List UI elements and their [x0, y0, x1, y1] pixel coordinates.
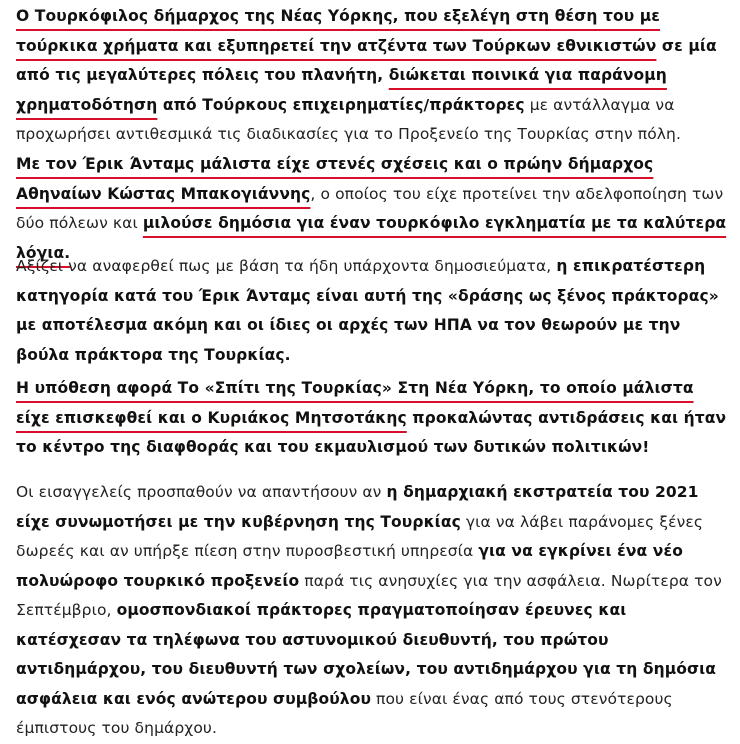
regular-text: που είναι ένας από τους στενότερους έμπιστους του δημάρχου.: [16, 689, 673, 737]
regular-text: παρά τις ανησυχίες για την ασφάλεια.: [299, 571, 611, 590]
regular-text: Νωρίτερα τον Σεπτέμβριο,: [16, 571, 722, 619]
bold-text: η δημαρχιακή εκστρατεία του 2021 είχε συνωμοτήσει με την κυβέρνηση της Τουρκίας: [16, 483, 699, 531]
paragraph-3: [16, 252, 728, 370]
paragraph-1: [16, 2, 728, 150]
regular-text: με αντάλλαγμα να προχωρήσει αντιθεσμικά τις διαδικασίες για το Προξενείο της Τουρκίας στην πόλη.: [16, 95, 681, 143]
regular-text: Αξίζει να αναφερθεί πως με βάση τα ήδη υπάρχοντα δημοσιεύματα,: [16, 257, 557, 275]
bold-text: προκαλώντας αντιδράσεις και ήταν το κέντρο της διαφθοράς και του εκμαυλισμού των δυτικών πολιτικών!: [16, 408, 727, 456]
paragraph-4: [16, 374, 728, 463]
regular-text: για να λάβει παράνομες ξένες δωρεές και αν υπήρξε πίεση στην πυροσβεστική υπηρεσία: [16, 512, 704, 560]
underlined-highlight: Ο Τουρκόφιλος δήμαρχος της Νέας Υόρκης, που εξελέγη στη θέση του με τούρκικα χρήματα και εξυπηρετεί την ατζέντα των Τούρκων εθνικιστών: [16, 7, 661, 55]
underlined-highlight: Με τον Έρικ Άνταμς μάλιστα είχε στενές σχέσεις και ο πρώην δήμαρχος Αθηναίων Κώστας Μπακογιάννης: [16, 155, 654, 203]
regular-text: Οι εισαγγελείς προσπαθούν να απαντήσουν αν: [16, 483, 387, 501]
underlined-highlight: διώκεται ποινικά για παράνομη χρηματοδότηση: [16, 66, 667, 114]
bold-text: από Τούρκους επιχειρηματίες/πράκτορες: [157, 95, 525, 114]
bold-text: σε μία από τις μεγαλύτερες πόλεις του πλανήτη,: [16, 36, 717, 84]
underlined-highlight: Η υπόθεση αφορά Το «Σπίτι της Τουρκίας» Στη Νέα Υόρκη, το οποίο μάλιστα είχε επισκεφθεί και ο Κυριάκος Μητσοτάκης: [16, 379, 694, 427]
paragraph-5: [16, 478, 728, 744]
regular-text: , ο οποίος του είχε προτείνει την αδελφοποίηση των δύο πόλεων και: [16, 184, 724, 232]
bold-text: ομοσπονδιακοί πράκτορες πραγματοποίησαν έρευνες και κατέσχεσαν τα τηλέφωνα του αστυνομικού διευθυντή, του πρώτου αντιδημάρχου, του διευθυντή των σχολείων, του αντιδημάρχου για τη δημόσια ασφάλεια και ενός ανώτερου συμβούλου: [16, 601, 717, 708]
bold-text: η επικρατέστερη κατηγορία κατά του Έρικ Άνταμς είναι αυτή της «δράσης ως ξένος πράκτορας» με αποτέλεσμα ακόμη και οι ίδιες οι αρχές των ΗΠΑ να τον θεωρούν με την βούλα πράκτορα της Τουρκίας.: [16, 257, 719, 364]
underlined-highlight: μιλούσε δημόσια για έναν τουρκόφιλο εγκληματία με τα καλύτερα λόγια.: [16, 214, 727, 262]
paragraph-2: [16, 150, 728, 268]
bold-text: για να εγκρίνει ένα νέο πολυώροφο τουρκικό προξενείο: [16, 542, 683, 590]
